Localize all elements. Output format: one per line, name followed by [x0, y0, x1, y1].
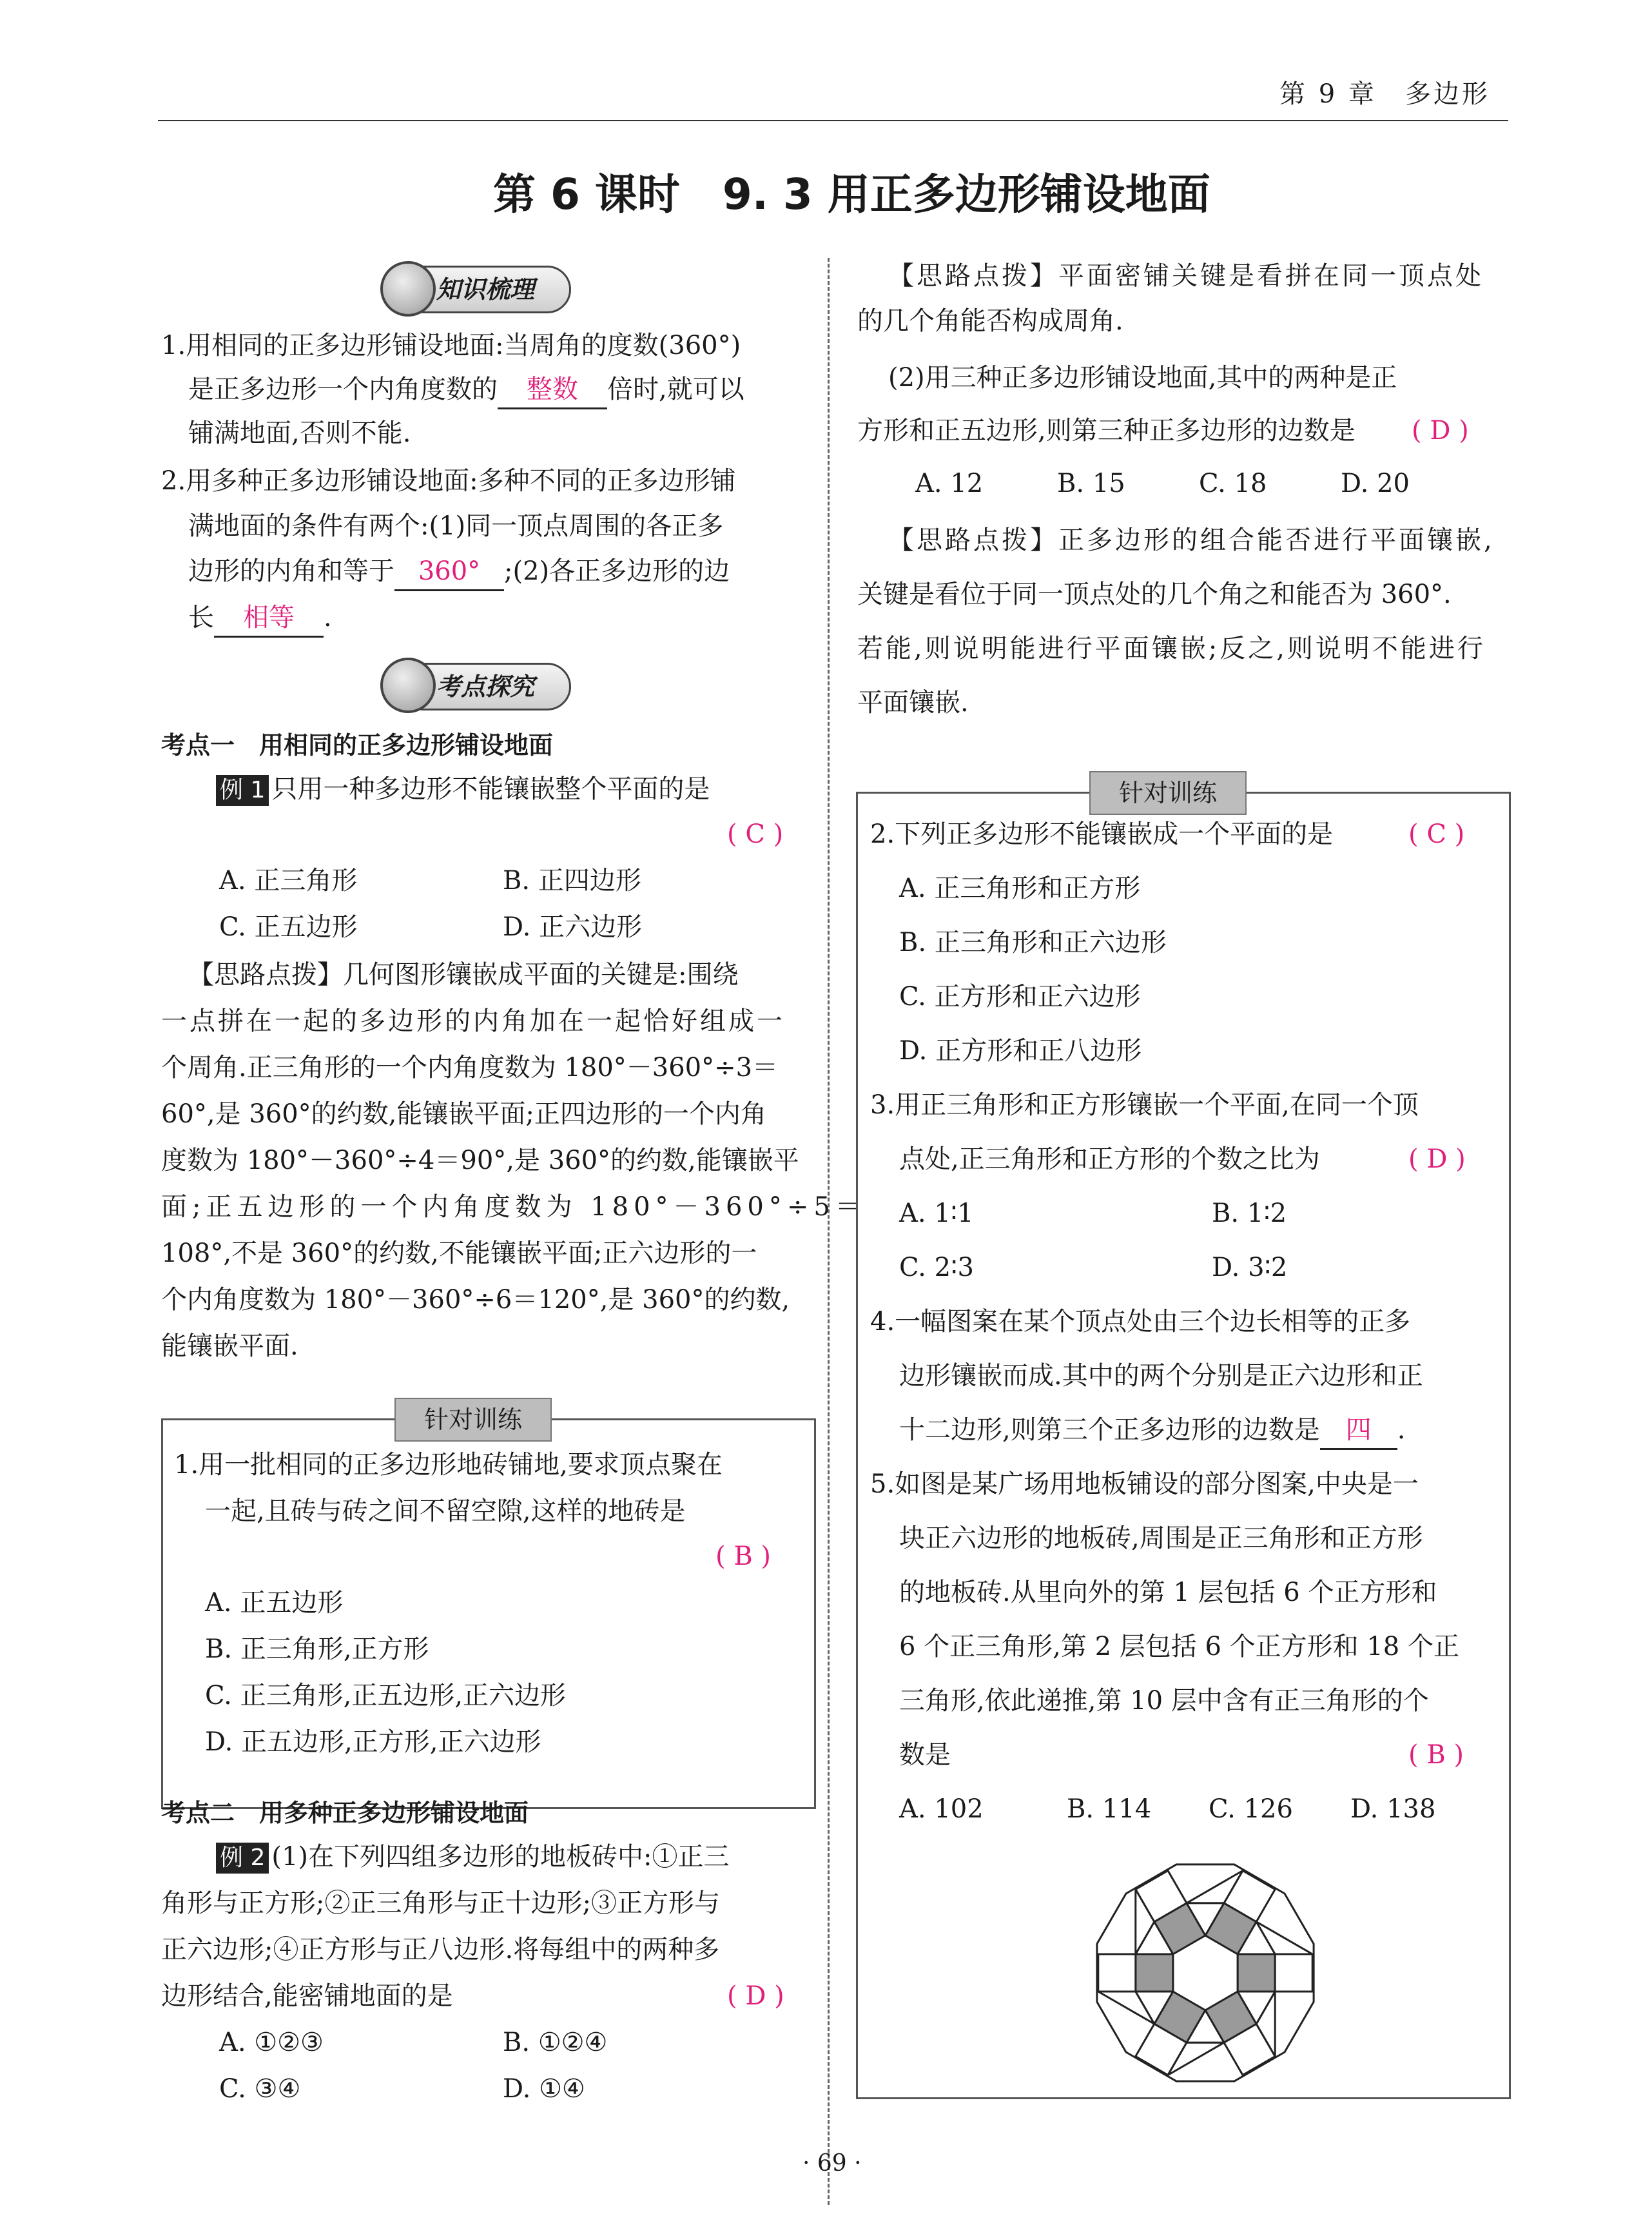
kd1-hint-4: 度数为 180°－360°÷4＝90°,是 360°的约数,能镶嵌平 [161, 1146, 799, 1175]
train1-q-line1: 1.用一批相同的正多边形地砖铺地,要求顶点聚在 [174, 1450, 723, 1480]
right-hint1-line2: 的几个角能否构成周角. [857, 306, 1123, 336]
train2-q5-opt-c: C. 126 [1209, 1794, 1293, 1824]
train2-q5-line3: 的地板砖.从里向外的第 1 层包括 6 个正方形和 [899, 1578, 1437, 1607]
train2-q5-line5: 三角形,依此递推,第 10 层中含有正三角形的个 [899, 1686, 1429, 1716]
column-divider [828, 258, 831, 2205]
knowledge-item2-line4: 长 相等 . [188, 600, 332, 638]
square-tile [1238, 1954, 1275, 1992]
knowledge-blank-360: 360° [394, 553, 504, 591]
example-1-tag: 例 1 [216, 775, 269, 806]
train2-q5-opt-b: B. 114 [1067, 1794, 1152, 1824]
train2-q2-answer: ( C ) [1408, 819, 1465, 849]
location-pin-icon [380, 261, 436, 317]
train2-q5-opt-d: D. 138 [1350, 1794, 1436, 1824]
train2-q4-blank: 四 [1320, 1412, 1397, 1450]
kd1-heading: 考点一 用相同的正多边形铺设地面 [161, 731, 554, 759]
right-hint2-line2: 关键是看位于同一顶点处的几个角之和能否为 360°. [857, 580, 1452, 609]
kd1-hint-8: 能镶嵌平面. [161, 1331, 298, 1361]
kd1-hint-3: 60°,是 360°的约数,能镶嵌平面;正四边形的一个内角 [161, 1099, 766, 1129]
kd1-hint-2: 个周角.正三角形的一个内角度数为 180°－360°÷3＝ [161, 1053, 779, 1082]
training-box-2-title: 针对训练 [1089, 771, 1247, 815]
kd1-hint-7: 个内角度数为 180°－360°÷6＝120°,是 360°的约数, [161, 1285, 790, 1315]
train2-q5-line1: 5.如图是某广场用地板铺设的部分图案,中央是一 [870, 1469, 1419, 1499]
triangle-tile [1275, 1954, 1312, 1992]
kd2-example-line2: 角形与正方形;②正三角形与正十边形;③正方形与 [161, 1888, 720, 1918]
train1-q-line2: 一起,且砖与砖之间不留空隙,这样的地砖是 [205, 1496, 686, 1526]
train2-q5-line4: 6 个正三角形,第 2 层包括 6 个正方形和 18 个正 [899, 1632, 1459, 1661]
train2-q5-line2: 块正六边形的地板砖,周围是正三角形和正方形 [899, 1523, 1423, 1553]
knowledge-item2-line1: 2.用多种正多边形铺设地面:多种不同的正多边形铺 [161, 466, 736, 496]
kd2-example-line1: 例 2 (1)在下列四组多边形的地板砖中:①正三 [216, 1839, 730, 1875]
train2-q2-opt-b: B. 正三角形和正六边形 [899, 928, 1167, 957]
right-q2-line1: (2)用三种正多边形铺设地面,其中的两种是正 [888, 363, 1397, 393]
train2-q5-line6: 数是 [899, 1740, 951, 1770]
right-q2-opt-d: D. 20 [1341, 469, 1410, 498]
right-q2-line2: 方形和正五边形,则第三种正多边形的边数是 [857, 416, 1356, 446]
kd2-opt-d: D. ①④ [503, 2074, 585, 2104]
page-title: 第 6 课时 9. 3 用正多边形铺设地面 [493, 170, 1210, 219]
section-knowledge-banner: 知识梳理 [400, 266, 571, 313]
kd2-heading: 考点二 用多种正多边形铺设地面 [161, 1799, 529, 1827]
train1-opt-c: C. 正三角形,正五边形,正六边形 [205, 1681, 567, 1710]
magnifier-icon [380, 658, 436, 713]
right-q2-opt-a: A. 12 [915, 469, 984, 498]
right-hint2-line4: 平面镶嵌. [857, 688, 969, 718]
kd1-opt-c: C. 正五边形 [219, 912, 358, 942]
train2-q2: 2.下列正多边形不能镶嵌成一个平面的是 [870, 819, 1334, 849]
tiling-pattern-figure [1083, 1850, 1328, 2095]
example-2-tag: 例 2 [216, 1843, 269, 1874]
training-box-1-title: 针对训练 [394, 1398, 552, 1442]
kd2-example-line4: 边形结合,能密铺地面的是 [161, 1981, 453, 2011]
right-q2-opt-c: C. 18 [1199, 469, 1267, 498]
kd1-opt-b: B. 正四边形 [503, 866, 641, 896]
kd2-opt-a: A. ①②③ [219, 2028, 324, 2057]
train2-q5-answer: ( B ) [1408, 1740, 1464, 1770]
section-explore-banner: 考点探究 [400, 663, 571, 710]
train1-opt-a: A. 正五边形 [205, 1588, 344, 1618]
knowledge-item2-line3: 边形的内角和等于 360° ;(2)各正多边形的边 [188, 553, 730, 591]
kd1-hint-5: 面;正五边形的一个内角度数为 180°－360°÷5＝ [161, 1192, 866, 1222]
train2-q5-opt-a: A. 102 [899, 1794, 984, 1824]
knowledge-item2-line2: 满地面的条件有两个:(1)同一顶点周围的各正多 [188, 511, 724, 541]
square-tile [1136, 1954, 1173, 1992]
train1-opt-d: D. 正五边形,正方形,正六边形 [205, 1727, 541, 1757]
chapter-header: 第 9 章 多边形 [1279, 79, 1490, 109]
train1-opt-b: B. 正三角形,正方形 [205, 1634, 429, 1664]
kd1-opt-d: D. 正六边形 [503, 912, 643, 942]
train2-q3-opt-c: C. 2∶3 [899, 1253, 974, 1282]
train2-q3-opt-a: A. 1∶1 [899, 1199, 974, 1228]
kd2-example-line3: 正六边形;④正方形与正八边形.将每组中的两种多 [161, 1935, 720, 1964]
kd1-hint-6: 108°,不是 360°的约数,不能镶嵌平面;正六边形的一 [161, 1239, 757, 1268]
knowledge-blank-integer: 整数 [498, 371, 607, 409]
train2-q4-line3: 十二边形,则第三个正多边形的边数是 四 . [899, 1412, 1405, 1450]
kd2-opt-b: B. ①②④ [503, 2028, 608, 2057]
triangle-tile [1098, 1954, 1136, 1992]
right-hint2-line3: 若能,则说明能进行平面镶嵌;反之,则说明不能进行 [857, 634, 1486, 663]
train2-q3-opt-b: B. 1∶2 [1212, 1199, 1287, 1228]
train1-answer: ( B ) [715, 1542, 772, 1571]
kd1-hint-1: 一点拼在一起的多边形的内角加在一起恰好组成一 [161, 1006, 785, 1036]
train2-q3-answer: ( D ) [1408, 1144, 1466, 1174]
kd1-opt-a: A. 正三角形 [219, 866, 358, 896]
kd1-example: 例 1 只用一种多边形不能镶嵌整个平面的是 [216, 771, 710, 807]
knowledge-item1-line3: 铺满地面,否则不能. [188, 418, 411, 448]
knowledge-item1-line2: 是正多边形一个内角度数的 整数 倍时,就可以 [188, 371, 744, 409]
kd1-example-answer: ( C ) [727, 819, 784, 849]
train2-q3-line2: 点处,正三角形和正方形的个数之比为 [899, 1144, 1320, 1174]
knowledge-blank-equal: 相等 [214, 600, 324, 638]
right-hint2-line1: 【思路点拨】正多边形的组合能否进行平面镶嵌, [888, 525, 1495, 555]
header-rule [158, 120, 1508, 121]
train2-q4-line1: 4.一幅图案在某个顶点处由三个边长相等的正多 [870, 1307, 1411, 1337]
train2-q3-opt-d: D. 3∶2 [1212, 1253, 1288, 1282]
train2-q4-line2: 边形镶嵌而成.其中的两个分别是正六边形和正 [899, 1361, 1423, 1391]
kd1-hint-0: 【思路点拨】几何图形镶嵌成平面的关键是:围绕 [188, 960, 739, 990]
kd2-opt-c: C. ③④ [219, 2074, 301, 2104]
right-hint1-line1: 【思路点拨】平面密铺关键是看拼在同一顶点处 [888, 261, 1484, 291]
right-q2-answer: ( D ) [1412, 416, 1469, 446]
right-q2-opt-b: B. 15 [1057, 469, 1125, 498]
train2-q3-line1: 3.用正三角形和正方形镶嵌一个平面,在同一个顶 [870, 1090, 1419, 1120]
knowledge-item1-line1: 1.用相同的正多边形铺设地面:当周角的度数(360°) [161, 331, 741, 360]
kd2-example-answer: ( D ) [727, 1981, 784, 2011]
page-number: · 69 · [802, 2150, 862, 2177]
train2-q2-opt-c: C. 正方形和正六边形 [899, 982, 1141, 1012]
train2-q2-opt-d: D. 正方形和正八边形 [899, 1036, 1142, 1066]
train2-q2-opt-a: A. 正三角形和正方形 [899, 874, 1141, 903]
